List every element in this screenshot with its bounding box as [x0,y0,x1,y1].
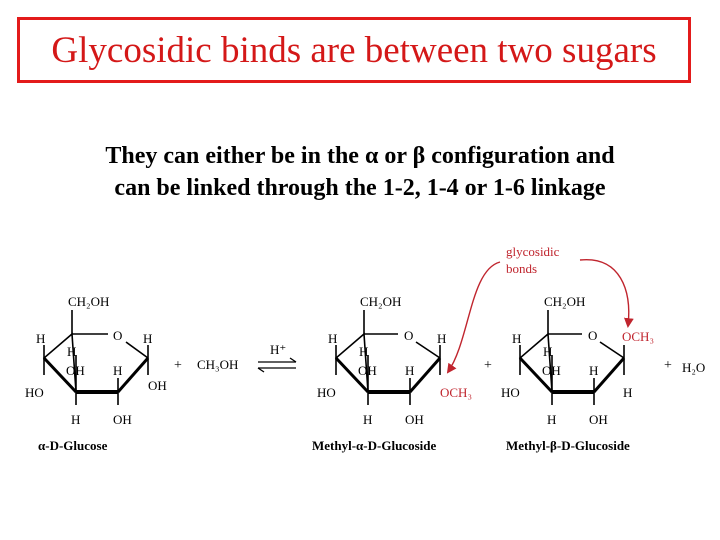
methyl-alpha-glucoside-molecule [336,310,440,405]
methyl-beta-h-c3: H [547,412,557,427]
subtitle-text-1: They can either be in the [105,143,365,169]
glycosidic-arrow-beta [580,260,629,326]
methanol-label: CH₃OH [197,357,239,372]
alpha-glucose-h-c3: H [71,412,81,427]
methyl-alpha-ring-o: O [404,328,414,343]
glycosidic-label-line2: bonds [506,261,538,276]
caption-alpha-glucose: α-D-Glucose [38,438,108,453]
methyl-beta-glucoside-molecule [520,310,624,405]
alpha-glucose-oh-c4: OH [66,363,85,378]
plus-sign-1: + [174,358,182,373]
methyl-alpha-ho: HO [317,385,336,400]
water-label: H₂O [682,360,706,375]
methyl-alpha-ch2oh: CH₂OH [360,294,402,309]
methyl-alpha-h-c3: H [363,412,373,427]
methyl-beta-ho: HO [501,385,520,400]
methyl-alpha-oh-c2: OH [405,412,424,427]
equilibrium-arrows [258,358,296,372]
methyl-alpha-h-c2: H [405,363,415,378]
beta-symbol: β [412,143,426,169]
glycosidic-label-line1: glycosidic [506,244,560,259]
subtitle-text-3: configuration and [425,143,615,169]
subtitle-text-2: or [378,143,413,169]
methyl-beta-h-c4: H [543,344,553,359]
alpha-glucose-h-c2: H [113,363,123,378]
subtitle-line-1 [0,140,720,172]
methyl-beta-och3: OCH₃ [622,329,654,344]
subtitle-line-2: can be linked through the 1-2, 1-4 or 1-6 linkage [114,175,606,201]
methyl-beta-ch2oh: CH₂OH [544,294,586,309]
slide-title: Glycosidic binds are between two sugars [51,29,657,71]
methyl-beta-h-c2: H [589,363,599,378]
plus-sign-3: + [664,358,672,373]
methyl-alpha-och3: OCH₃ [440,385,472,400]
alpha-glucose-oh-c1: OH [148,378,167,393]
methyl-beta-h-c5: H [512,331,522,346]
methyl-alpha-oh-c4: OH [358,363,377,378]
glycoside-reaction-diagram [0,236,720,470]
methyl-alpha-h-c1: H [437,331,447,346]
glycosidic-arrow-alpha [448,262,500,372]
alpha-glucose-ho: HO [25,385,44,400]
title-box [17,17,691,83]
caption-methyl-alpha-glucoside: Methyl-α-D-Glucoside [312,438,437,453]
alpha-glucose-ring-o: O [113,328,123,343]
alpha-glucose-h-c4: H [67,344,77,359]
alpha-glucose-h-c5: H [36,331,46,346]
methyl-alpha-h-c4: H [359,344,369,359]
methyl-beta-oh-c4: OH [542,363,561,378]
methyl-alpha-h-c5: H [328,331,338,346]
methyl-beta-ring-o: O [588,328,598,343]
caption-methyl-beta-glucoside: Methyl-β-D-Glucoside [506,438,630,453]
plus-sign-2: + [484,358,492,373]
slide-subtitle [0,140,720,204]
methyl-beta-h-c1: H [623,385,633,400]
catalyst-label: H⁺ [270,342,287,357]
alpha-symbol: α [364,143,379,169]
alpha-glucose-oh-c2: OH [113,412,132,427]
alpha-glucose-h-c1: H [143,331,153,346]
methyl-beta-oh-c2: OH [589,412,608,427]
alpha-glucose-molecule [44,310,148,405]
alpha-glucose-ch2oh: CH₂OH [68,294,110,309]
